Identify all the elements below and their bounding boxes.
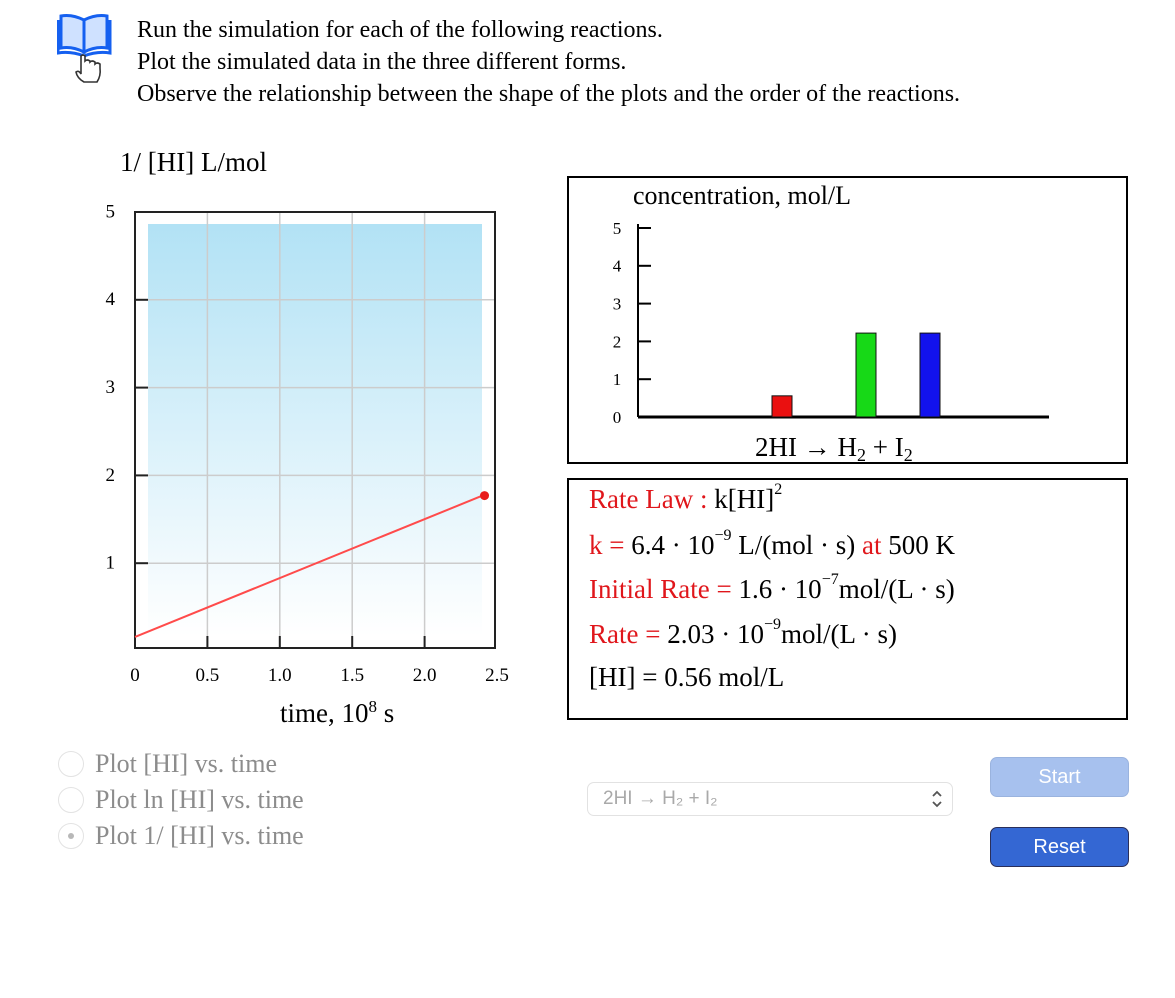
radio-label: Plot ln [HI] vs. time bbox=[95, 785, 304, 814]
y-tick-label: 5 bbox=[105, 201, 115, 223]
k-exponent: −9 bbox=[714, 527, 732, 544]
y-tick-label: 3 bbox=[105, 376, 115, 398]
bar-y-tick-label: 0 bbox=[612, 407, 622, 427]
instruction-line-1: Run the simulation for each of the following reactions. bbox=[137, 17, 663, 43]
bar-axis bbox=[613, 219, 1049, 427]
reaction-select[interactable] bbox=[587, 782, 953, 816]
updown-chevron-icon bbox=[930, 787, 944, 812]
rate-value: 2.03 · 10 bbox=[667, 619, 764, 649]
instruction-line-2: Plot the simulated data in the three different forms. bbox=[137, 49, 627, 75]
instruction-line-3: Observe the relationship between the shape of the plots and the order of the reactions. bbox=[137, 81, 961, 107]
rate-constant-line bbox=[589, 527, 955, 561]
y-axis-label: 1/ [HI] L/mol bbox=[120, 147, 267, 177]
x-tick-label: 2.0 bbox=[412, 665, 437, 686]
plot-background bbox=[148, 224, 482, 636]
rate-law-exponent: 2 bbox=[774, 481, 783, 498]
x-tick-label: 0 bbox=[130, 665, 140, 686]
x-axis-label: time, $10^8$ s bbox=[280, 697, 395, 728]
concentration-line: [HI] = 0.56 mol/L bbox=[589, 662, 785, 692]
radio-plot-ln-concentration[interactable] bbox=[58, 783, 304, 817]
x-tick-label: 2.5 bbox=[485, 665, 509, 686]
radio-plot-concentration[interactable] bbox=[58, 747, 277, 781]
bar-y-tick-label: 5 bbox=[612, 218, 622, 238]
y-tick-label: 2 bbox=[105, 464, 115, 486]
rate-law-value: k[HI] bbox=[714, 484, 775, 514]
reaction-select-value: 2HI → H₂ + I₂ bbox=[603, 788, 718, 809]
k-at: at bbox=[862, 530, 882, 560]
reaction-equation: 2HI → H2 + I2 bbox=[755, 432, 913, 462]
concentration-bar-chart bbox=[569, 178, 1126, 462]
rate-law-line bbox=[589, 481, 783, 515]
initial-rate-line bbox=[589, 571, 955, 605]
rate-units: mol/(L · s) bbox=[781, 619, 897, 649]
k-label: k = bbox=[589, 530, 632, 560]
x-tick-label: 1.0 bbox=[267, 665, 292, 686]
bar-chart-title: concentration, mol/L bbox=[633, 181, 852, 210]
rate-line bbox=[589, 616, 897, 650]
start-button[interactable]: Start bbox=[990, 757, 1129, 797]
plot-shaded-region bbox=[148, 224, 482, 636]
rate-law-label: Rate Law : bbox=[589, 484, 715, 514]
radio-plot-inverse-concentration[interactable] bbox=[58, 819, 304, 853]
radio-button-selected[interactable] bbox=[58, 823, 84, 849]
concentration-panel bbox=[567, 176, 1128, 464]
initial-rate-value: 1.6 · 10 bbox=[738, 574, 822, 604]
initial-rate-units: mol/(L · s) bbox=[838, 574, 955, 604]
bar-y-tick-label: 2 bbox=[612, 332, 622, 352]
y-tick-label: 1 bbox=[105, 552, 115, 574]
initial-rate-exponent: −7 bbox=[821, 571, 839, 588]
bar-i2 bbox=[920, 333, 940, 417]
bar-hi bbox=[772, 396, 792, 417]
current-point-marker bbox=[480, 491, 489, 500]
x-tick-label: 0.5 bbox=[195, 665, 220, 686]
radio-label: Plot 1/ [HI] vs. time bbox=[95, 821, 304, 850]
radio-button[interactable] bbox=[58, 751, 84, 777]
bar-marks bbox=[772, 333, 940, 417]
radio-label: Plot [HI] vs. time bbox=[95, 749, 277, 778]
y-tick-label: 4 bbox=[105, 289, 115, 311]
rate-exponent: −9 bbox=[763, 616, 781, 633]
k-value: 6.4 · 10 bbox=[631, 530, 715, 560]
bar-y-tick-label: 4 bbox=[612, 256, 622, 276]
k-temperature: 500 K bbox=[881, 530, 955, 560]
x-tick-label: 1.5 bbox=[340, 665, 365, 686]
radio-button[interactable] bbox=[58, 787, 84, 813]
kinetics-plot bbox=[0, 0, 560, 740]
reset-button[interactable]: Reset bbox=[990, 827, 1129, 867]
bar-y-tick-label: 1 bbox=[612, 370, 622, 390]
initial-rate-label: Initial Rate = bbox=[589, 574, 739, 604]
rate-label: Rate = bbox=[589, 619, 668, 649]
bar-y-tick-label: 3 bbox=[612, 294, 622, 314]
rate-info-panel bbox=[567, 478, 1128, 720]
k-units: L/(mol · s) bbox=[731, 530, 862, 560]
kinetics-plot-svg bbox=[0, 0, 560, 740]
bar-h2 bbox=[856, 333, 876, 417]
